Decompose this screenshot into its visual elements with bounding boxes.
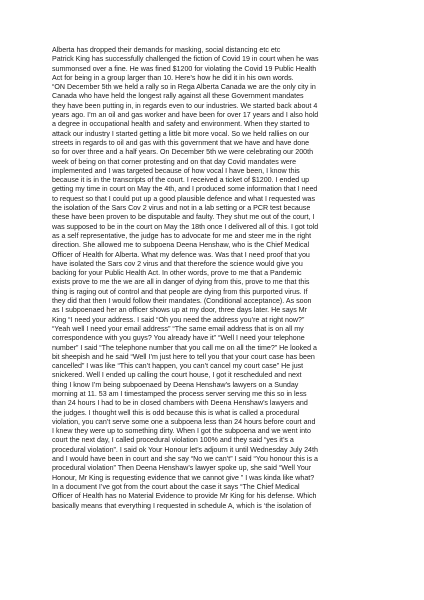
text-line: implemented and I was targeted because of how vocal I have been, I know this	[52, 166, 300, 175]
text-line: than 24 hours I had to be in closed chambers with Deena Henshaw’s lawyers and	[52, 399, 308, 408]
text-line: thing I know I’m being subpoenaed by Deena Henshaw’s lawyers on a Sunday	[52, 380, 299, 389]
document-title: Alberta has dropped their demands for masking, social distancing etc etc	[52, 46, 281, 54]
text-line: so for over three and a half years. On December 5th we were celebrating our 200th	[52, 148, 314, 157]
text-line: procedural violation” Then Deena Henshaw’s lawyer spoke up, she said “Well Your	[52, 464, 312, 473]
text-line: a degree in occupational health and safety and environment. When they started to	[52, 120, 310, 129]
text-line: and I would have been in court and she say “No we can’t” I said “You honour this is a	[52, 455, 318, 464]
text-line: the isolation of the Sars Cov 2 virus and not in a lab setting or a PCR test because	[52, 204, 311, 213]
text-line: court the next day, I called procedural violation 100% and they said “yes it’s a	[52, 436, 294, 445]
text-line: to request so that I could put up a good plausible defence and what I requested was	[52, 194, 316, 203]
text-line: exists prove to me the we are all in danger of dying from this, prove to me that this	[52, 278, 310, 287]
text-line: Honour, Mr King is requesting evidence that we cannot give ” I was kinda like what?	[52, 473, 315, 482]
text-line: as a self representative, the judge has to advocate for me and steer me in the right	[52, 231, 312, 240]
text-line: was supposed to be in the court on May the 18th once I delivered all of this. I got told	[52, 222, 319, 231]
text-line: thing is raging out of control and that people are dying from this purported virus. If	[52, 287, 308, 296]
text-line: Officer of Health has no Material Evidence to provide Mr King for his defense. Which	[52, 492, 317, 501]
text-line: these have been proven to be disputable and faulty. They shut me out of the court, I	[52, 213, 315, 222]
text-line: cancelled” I was like “This can’t happen, you can’t cancel my court case” He just	[52, 362, 304, 371]
document-body	[52, 55, 380, 511]
text-line: I knew they were up to something dirty. When I got the subpoena and we went into	[52, 427, 311, 436]
text-line: procedural violation”. I said ok Your Honour let’s adjourn it until Wednesday July 24th	[52, 445, 318, 454]
text-line: Canada who have held the longest rally against all these Government mandates	[52, 92, 304, 101]
text-line: streets in regards to oil and gas with this government that we have and have done	[52, 138, 310, 147]
text-line: bit sheepish and he said “Well I’m just here to tell you that your court case has been	[52, 352, 315, 361]
text-line: the judges. I thought well this is odd because this is what is called a procedural	[52, 408, 300, 417]
text-line: because it is in the transcripts of the court. I received a ticket of $1200. I ended up	[52, 176, 310, 185]
text-line: Act for being in a group larger than 10. Here’s how he did it in his own words.	[52, 73, 294, 82]
text-line: correspondence with you guys? You already have it” “Well I need your telephone	[52, 334, 305, 343]
text-line: basically means that everything I requested in schedule A, which is ‘the isolation of	[52, 501, 312, 510]
text-line: In a document I’ve got from the court about the case it says “The Chief Medical	[52, 482, 300, 491]
text-line: as I subpoenaed her an officer shows up at my door, three days later. He says Mr	[52, 306, 307, 315]
text-line: Officer of Health for Alberta. What my defence was. Was that I need proof that you	[52, 250, 310, 259]
text-line: direction. She allowed me to subpoena Deena Henshaw, who is the Chief Medical	[52, 241, 310, 250]
text-line: have isolated the Sars cov 2 virus and that therefore the science would give you	[52, 259, 303, 268]
text-line: getting my time in court on May the 4th, and I produced some information that I need	[52, 185, 318, 194]
text-line: “Yeah well I need your email address” “The same email address that is on all my	[52, 324, 304, 333]
text-line: snickered. Well I ended up calling the court house, I got it rescheduled and next	[52, 371, 302, 380]
text-line: “ON December 5th we held a rally so in Rega Alberta Canada we are the only city in	[52, 83, 316, 92]
text-line: backing for your Public Health Act. In other words, prove to me that a Pandemic	[52, 269, 302, 278]
text-line: violation, you can’t serve some one a subpoena less than 24 hours before court and	[52, 417, 316, 426]
text-line: Patrick King has successfully challenged the fiction of Covid 19 in court when he was	[52, 55, 319, 64]
text-line: week of being on that corner protesting and on that day Covid mandates were	[52, 157, 297, 166]
text-line: attack our industry I started getting a little bit more vocal. So we held rallies on our	[52, 129, 310, 138]
text-line: morning at 11. 53 am I timestamped the process server serving me this so in less	[52, 389, 307, 398]
text-line: they did that then I would follow their mandates. (Conditional acceptance). As soon	[52, 297, 312, 306]
text-line: summonsed over a fine. He was fined $1200 for violating the Covid 19 Public Health	[52, 64, 317, 73]
text-line: number” I said “The telephone number that you call me on all the time?” He looked a	[52, 343, 317, 352]
text-line: years ago. I’m an oil and gas worker and have been for over 17 years and I also hold	[52, 111, 319, 120]
text-line: they have been putting in, in regards even to our industries. We started back about 4	[52, 101, 318, 110]
text-line: King “I need your address. I said “Oh you need the address you’re at right now?”	[52, 315, 305, 324]
